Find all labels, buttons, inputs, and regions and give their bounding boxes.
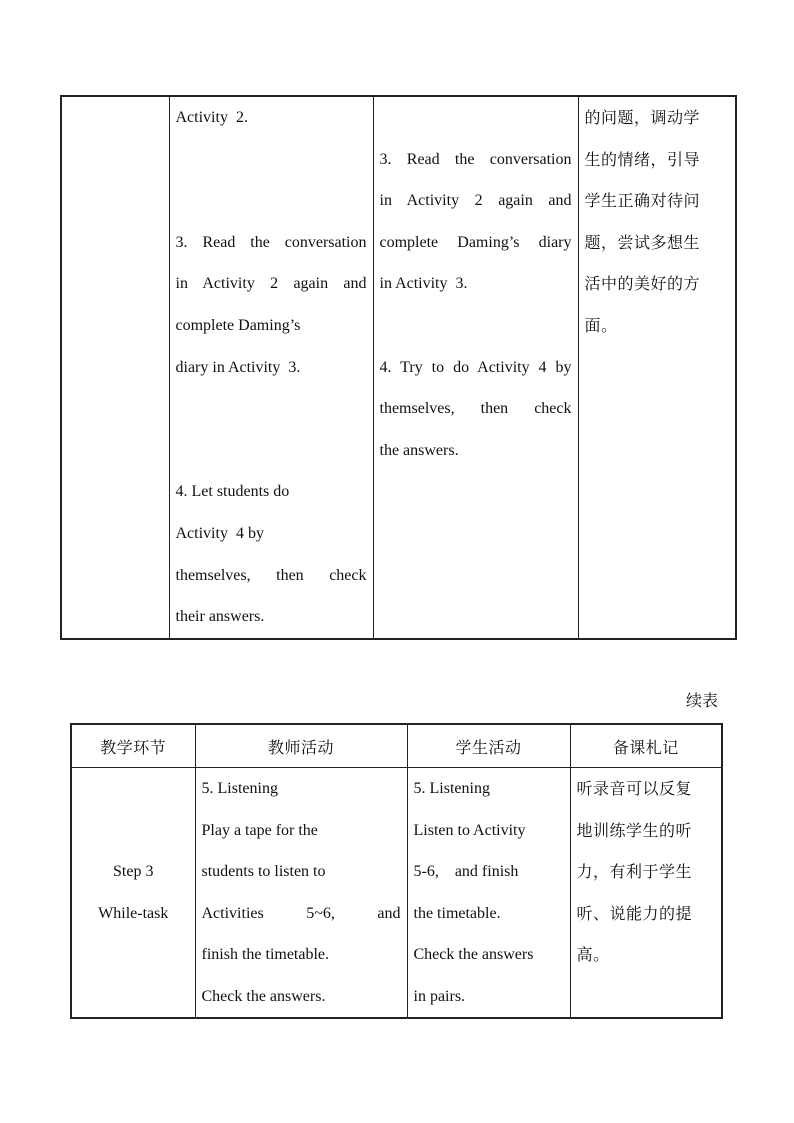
teacher-activity-cell <box>195 768 407 1019</box>
student-line: 4. Try to do Activity 4 by <box>379 358 572 376</box>
lesson-table-continued <box>60 95 737 640</box>
teacher-line: 4. Let students do <box>175 483 290 501</box>
teacher-line: Activity 2. <box>175 109 248 126</box>
student-line: Check the answers <box>413 946 534 963</box>
notes-line: 生的情绪，引导 <box>584 149 701 169</box>
teacher-line: 3. Read the conversation <box>175 233 367 251</box>
teacher-line: Play a tape for the <box>201 821 318 839</box>
notes-line: 的问题，调动学 <box>584 108 701 127</box>
teacher-line: Activities 5~6, and <box>201 904 401 922</box>
teacher-line: finish the timetable. <box>201 946 330 963</box>
student-line: themselves, then check <box>379 400 572 418</box>
notes-line: 活中的美好的方 <box>584 274 701 294</box>
teacher-line: complete Daming’s <box>175 316 301 334</box>
student-line: in Activity 3. <box>379 275 468 293</box>
notes-line: 高。 <box>576 945 610 964</box>
student-line: 3. Read the conversation <box>379 150 572 168</box>
notes-cell <box>570 768 722 1019</box>
teacher-line: Activity 4 by <box>175 524 264 542</box>
notes-line: 地训练学生的听 <box>576 820 693 840</box>
teacher-activity-cell <box>169 96 373 639</box>
student-activity-cell <box>407 768 570 1019</box>
student-line: Listen to Activity <box>413 821 526 839</box>
student-line: the timetable. <box>413 904 501 922</box>
notes-line: 听、说能力的提 <box>576 903 693 923</box>
teacher-line: 5. Listening <box>201 780 278 797</box>
step-cell-empty <box>61 96 169 639</box>
step-label: While-task <box>98 904 169 922</box>
notes-line: 听录音可以反复 <box>576 779 693 798</box>
teacher-line: diary in Activity 3. <box>175 358 301 376</box>
student-activity-cell <box>373 96 578 639</box>
lesson-table <box>70 723 723 1019</box>
teacher-line: students to listen to <box>201 863 326 880</box>
teacher-line: their answers. <box>175 608 265 626</box>
header-notes: 备课札记 <box>570 724 722 768</box>
step-cell <box>71 768 195 1019</box>
teacher-line: Check the answers. <box>201 987 326 1005</box>
continued-caption: 续表 <box>685 691 718 710</box>
notes-cell <box>578 96 736 639</box>
student-line: 5-6, and finish <box>413 863 519 880</box>
student-line: in Activity 2 again and <box>379 192 572 210</box>
teacher-line: themselves, then check <box>175 566 367 584</box>
notes-line: 力，有利于学生 <box>576 862 693 881</box>
header-student-activity: 学生活动 <box>407 724 570 768</box>
notes-line: 题，尝试多想生 <box>584 232 701 252</box>
header-step: 教学环节 <box>71 724 195 768</box>
student-line: in pairs. <box>413 987 466 1005</box>
notes-line: 面。 <box>584 315 618 335</box>
student-line: complete Daming’s diary <box>379 233 572 251</box>
teacher-line: in Activity 2 again and <box>175 275 367 293</box>
step-label: Step 3 <box>113 863 154 880</box>
header-teacher-activity: 教师活动 <box>195 724 407 768</box>
notes-line: 学生正确对待问 <box>584 191 701 211</box>
student-line: 5. Listening <box>413 780 490 797</box>
student-line: the answers. <box>379 441 459 459</box>
